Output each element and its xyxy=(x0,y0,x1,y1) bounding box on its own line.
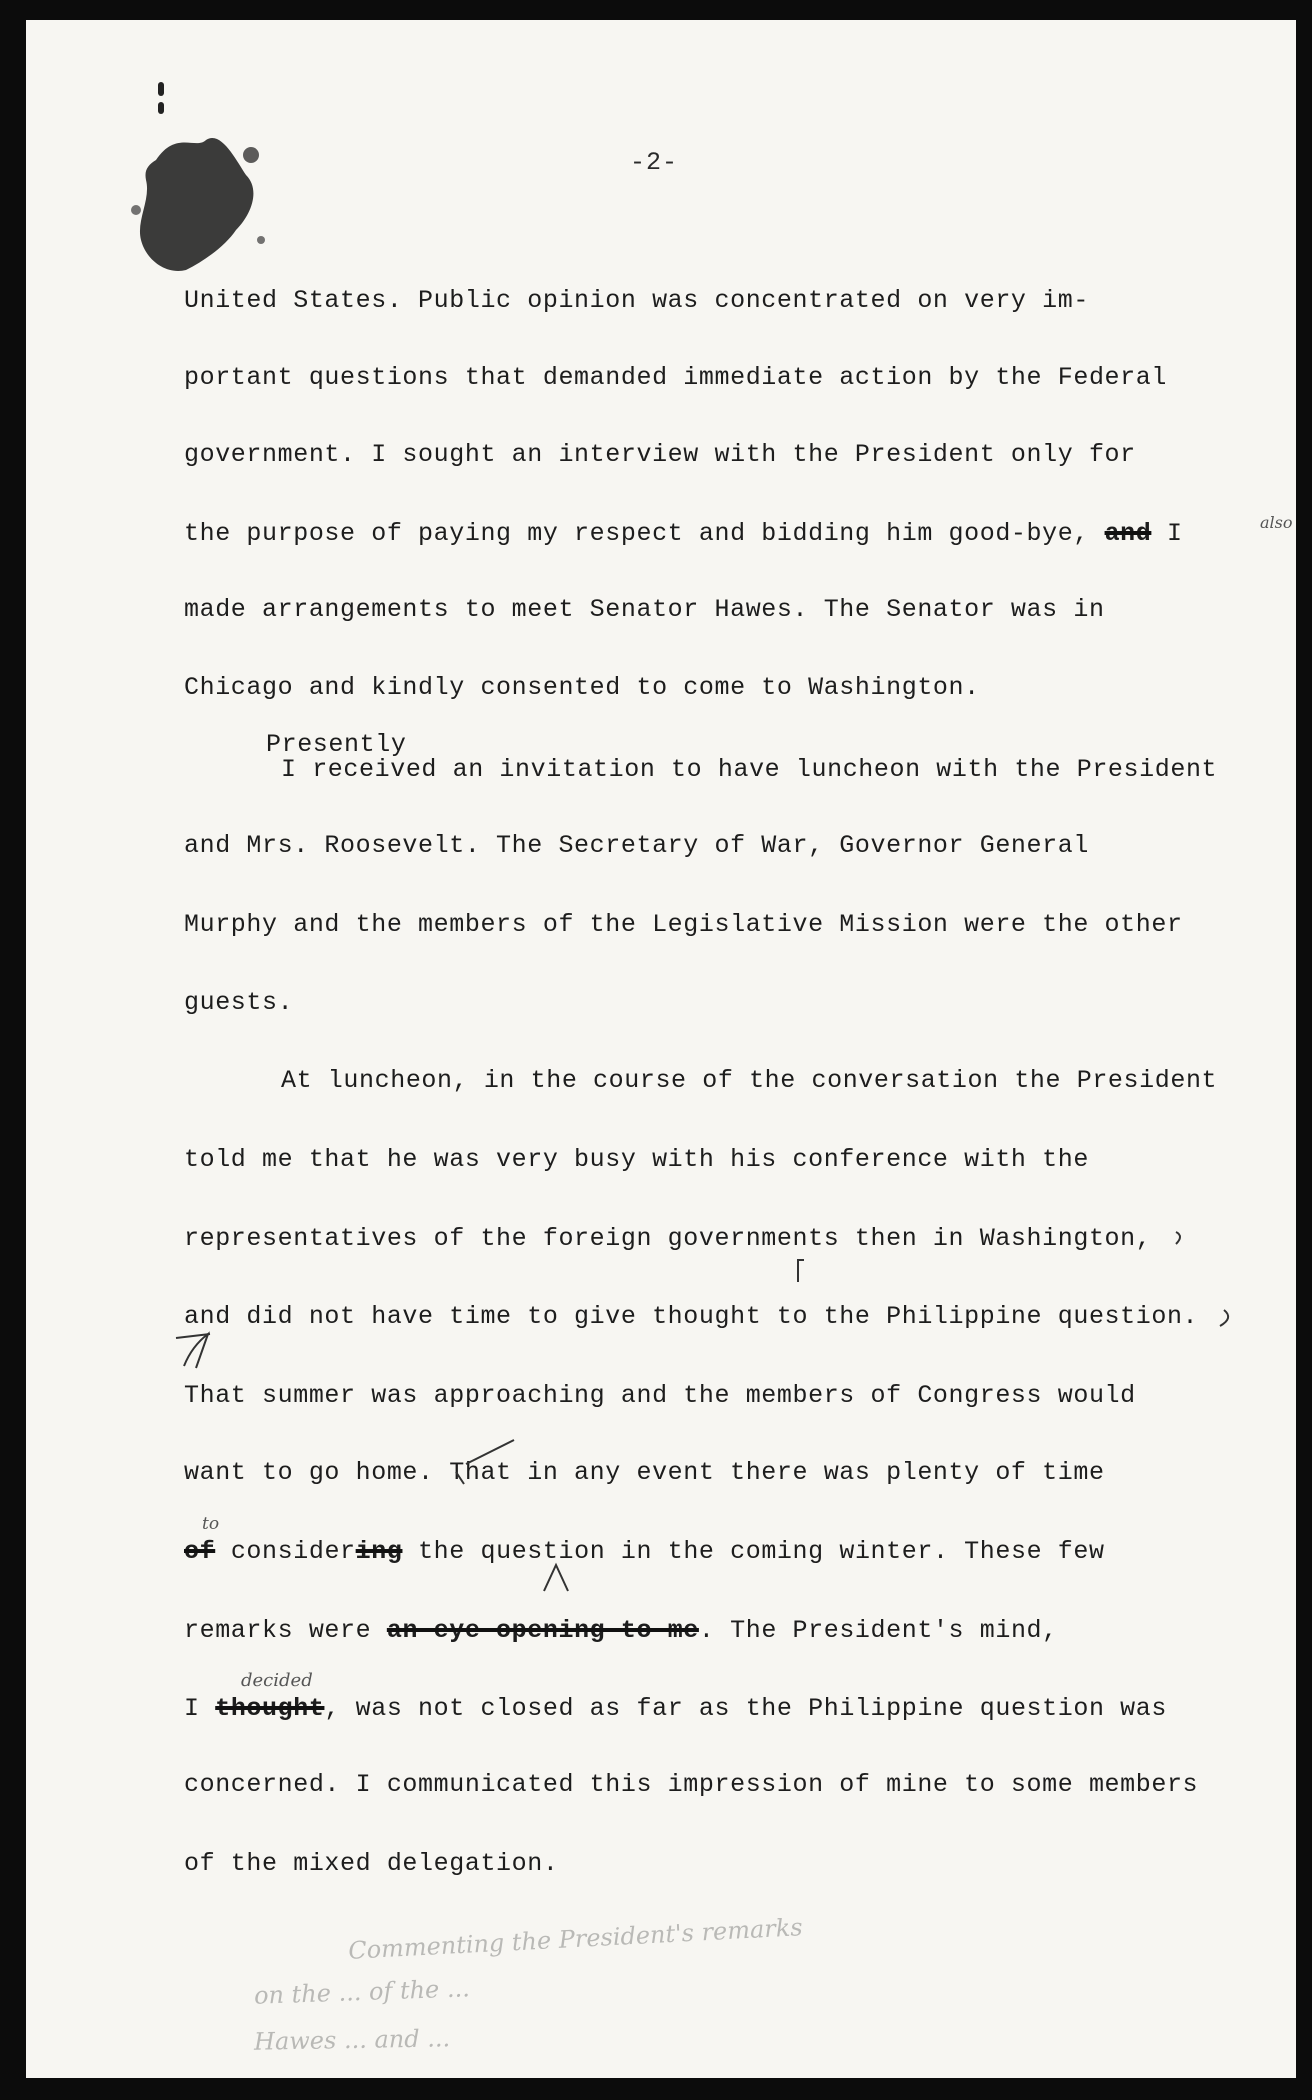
body-line: and Mrs. Roosevelt. The Secretary of War, Governor General xyxy=(184,831,1089,860)
body-line: concerned. I communicated this impression of mine to some members xyxy=(184,1770,1199,1799)
body-line-text: remarks were xyxy=(184,1616,372,1645)
body-line: United States. Public opinion was concentrated on very im- xyxy=(184,286,1089,315)
handwritten-insert-decided: decided xyxy=(241,1670,313,1691)
pencil-annotation: on the ... of the ... xyxy=(253,1974,471,2010)
body-line-18 xyxy=(184,1616,1058,1645)
body-line-19 xyxy=(184,1694,1167,1723)
document-page xyxy=(26,20,1296,2078)
body-line-text: , was not closed as far as the Philippine question was xyxy=(324,1694,1167,1723)
ink-drip-icon xyxy=(157,82,165,116)
body-line: Chicago and kindly consented to come to Washington. xyxy=(184,673,980,702)
body-line-4 xyxy=(184,519,1183,548)
body-line: of the mixed delegation. xyxy=(184,1849,559,1878)
body-line-text: the question in the coming winter. These few xyxy=(418,1537,1105,1566)
handwritten-margin-note: also xyxy=(1260,513,1293,532)
body-line: guests. xyxy=(184,988,294,1017)
pencil-annotation: Hawes ... and ... xyxy=(253,2024,451,2056)
struck-word-and: and xyxy=(1104,519,1152,548)
body-line: representatives of the foreign governments then in Washington, xyxy=(184,1224,1152,1253)
handwritten-insert-to: to xyxy=(202,1514,220,1534)
struck-word-thought: thought xyxy=(215,1694,325,1723)
body-line: I received an invitation to have luncheon with the President xyxy=(281,755,1218,784)
body-line: want to go home. That in any event there was plenty of time xyxy=(184,1458,1105,1487)
body-line-text: consider xyxy=(230,1537,356,1566)
body-line: and did not have time to give thought to the Philippine question. xyxy=(184,1302,1199,1331)
page-number: -2- xyxy=(630,148,679,177)
pencil-annotation: Commenting the President's remarks xyxy=(347,1913,804,1965)
body-line: government. I sought an interview with the President only for xyxy=(184,440,1136,469)
body-line: portant questions that demanded immediate action by the Federal xyxy=(184,363,1167,392)
typed-insertion-presently: Presently xyxy=(266,730,407,759)
struck-phrase: an eye opening to me xyxy=(386,1616,699,1645)
body-line: told me that he was very busy with his conference with the xyxy=(184,1145,1089,1174)
body-line: That summer was approaching and the members of Congress would xyxy=(184,1381,1136,1410)
body-line-17 xyxy=(184,1537,1105,1566)
body-line-text: . The President's mind, xyxy=(698,1616,1058,1645)
body-line: made arrangements to meet Senator Hawes. The Senator was in xyxy=(184,595,1105,624)
body-line-tail: I xyxy=(1166,519,1183,548)
struck-word-of: of xyxy=(184,1537,216,1566)
struck-suffix-ing: ing xyxy=(355,1537,403,1566)
body-line: Murphy and the members of the Legislative Mission were the other xyxy=(184,910,1183,939)
body-line: At luncheon, in the course of the conversation the President xyxy=(281,1066,1218,1095)
body-line-text: I xyxy=(184,1694,200,1723)
ink-blot-icon xyxy=(126,120,266,280)
body-line-text: the purpose of paying my respect and bidding him good-bye, xyxy=(184,519,1089,548)
